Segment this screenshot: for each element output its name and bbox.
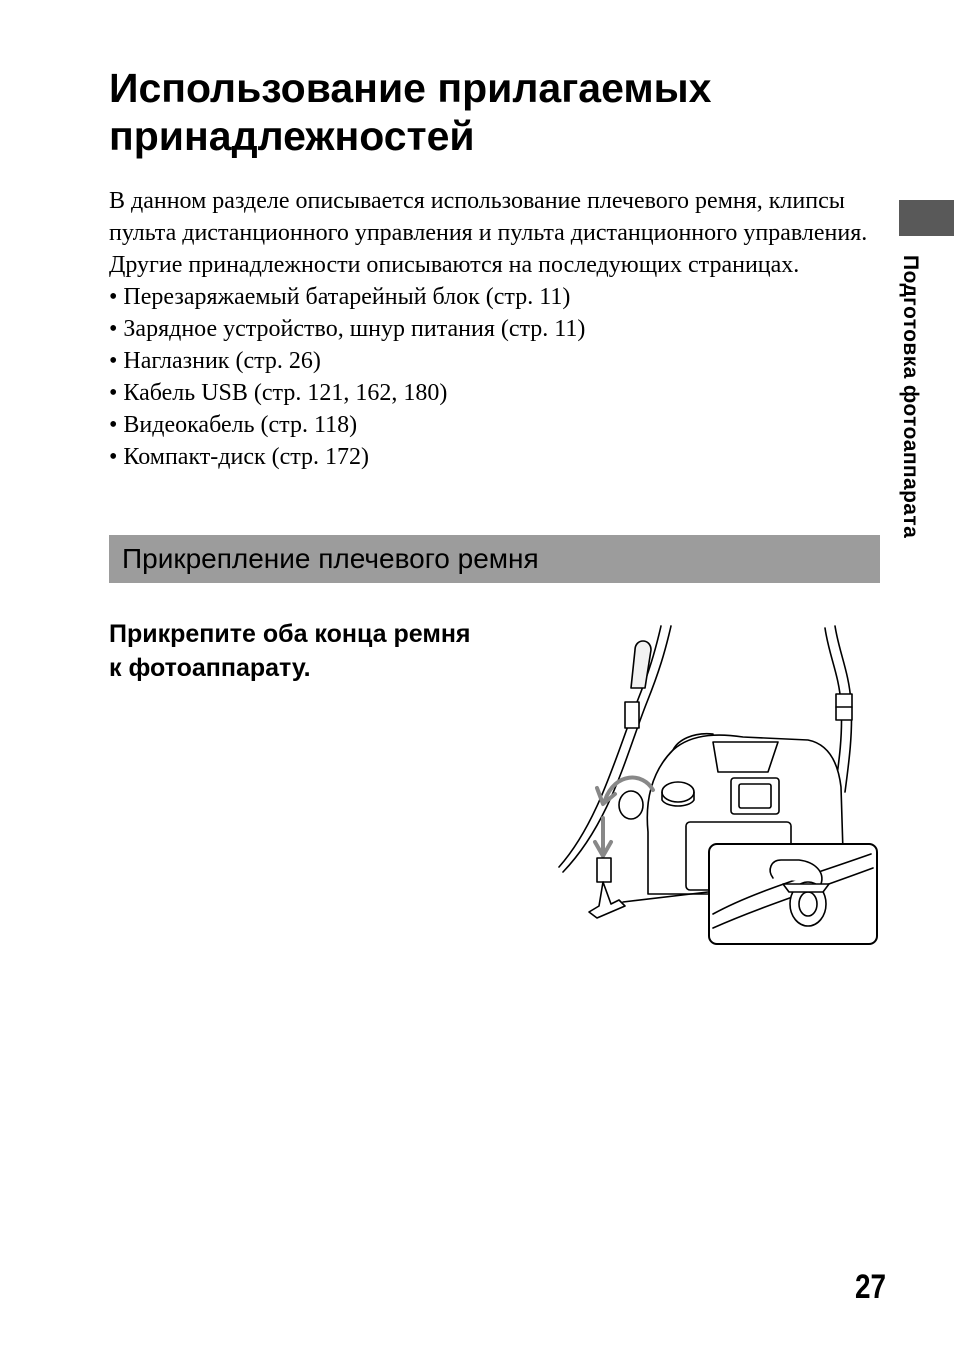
step-instruction-line-1: Прикрепите оба конца ремня bbox=[109, 620, 471, 648]
page-title-line-2: принадлежностей bbox=[109, 113, 475, 159]
intro-paragraph: В данном разделе описывается использование плечевого ремня, клипсы пульта дистанционного управления и пульта дистанционного управления. Другие принадлежности описываются на последующих страницах. bbox=[109, 188, 868, 278]
accessory-list-item: • Наглазник (стр. 26) bbox=[109, 348, 321, 374]
accessory-list-item: • Видеокабель (стр. 118) bbox=[109, 412, 358, 438]
accessory-list bbox=[109, 281, 879, 473]
chapter-side-label: Подготовка фотоаппарата bbox=[899, 255, 922, 539]
intro-block bbox=[109, 185, 879, 473]
section-heading: Прикрепление плечевого ремня bbox=[109, 535, 880, 583]
accessory-list-item: • Компакт-диск (стр. 172) bbox=[109, 444, 370, 470]
page-title-line-1: Использование прилагаемых bbox=[109, 65, 712, 111]
accessory-list-item: • Кабель USB (стр. 121, 162, 180) bbox=[109, 380, 448, 406]
step-instruction-line-2: к фотоаппарату. bbox=[109, 654, 311, 682]
camera-strap-illustration bbox=[553, 622, 883, 950]
page-number: 27 bbox=[855, 1268, 887, 1306]
step-instruction bbox=[109, 617, 549, 685]
page-title bbox=[109, 64, 869, 160]
accessory-list-item: • Зарядное устройство, шнур питания (стр. 11) bbox=[109, 316, 586, 342]
chapter-tab-marker bbox=[899, 200, 954, 236]
accessory-list-item: • Перезаряжаемый батарейный блок (стр. 11) bbox=[109, 284, 571, 310]
